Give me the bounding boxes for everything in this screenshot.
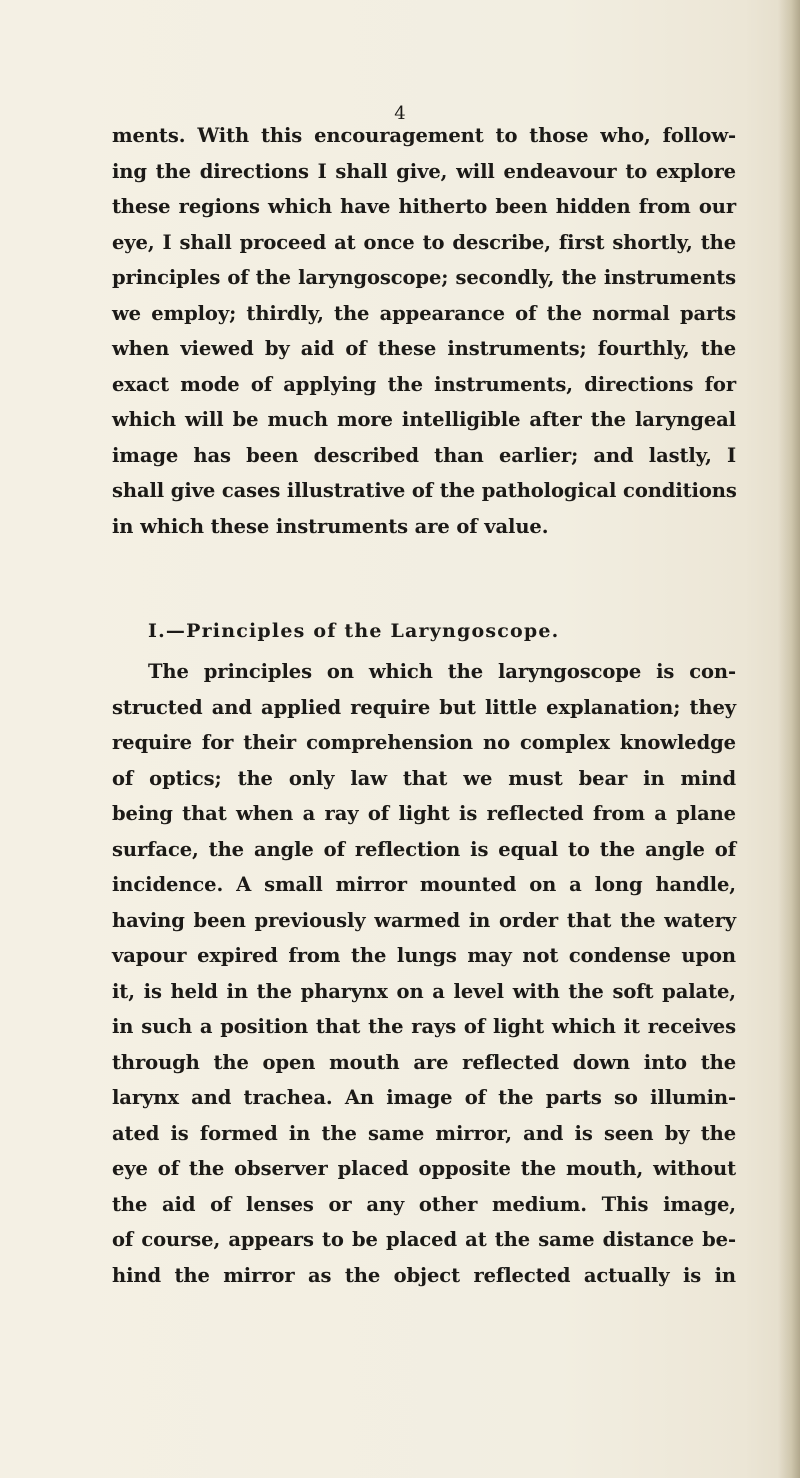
page-number: 4 bbox=[394, 103, 406, 124]
text-line: eye, I shall proceed at once to describe, first shortly, the bbox=[112, 230, 736, 254]
text-line: of optics; the only law that we must bear in mind bbox=[112, 766, 736, 790]
text-line: The principles on which the laryngoscope is con- bbox=[148, 660, 736, 683]
text-line: incidence. A small mirror mounted on a long handle, bbox=[112, 873, 736, 896]
text-line: structed and applied require but little explanation; they bbox=[112, 695, 736, 719]
text-line: we employ; thirdly, the appearance of the normal parts bbox=[112, 301, 736, 325]
text-line: in such a position that the rays of light which it receives bbox=[112, 1015, 736, 1038]
text-line: principles of the laryngoscope; secondly, the instruments bbox=[112, 266, 736, 289]
text-line: having been previously warmed in order that the watery bbox=[112, 908, 736, 932]
text-line: shall give cases illustrative of the pathological conditions bbox=[112, 479, 737, 502]
paragraph-intro bbox=[112, 118, 736, 544]
text-line: larynx and trachea. An image of the parts so illumin- bbox=[112, 1086, 736, 1109]
paragraph-principles bbox=[112, 654, 736, 1293]
text-line: eye of the observer placed opposite the mouth, without bbox=[112, 1157, 736, 1180]
text-line: the aid of lenses or any other medium. This image, bbox=[112, 1192, 736, 1216]
text-line: ated is formed in the same mirror, and is seen by the bbox=[112, 1121, 736, 1145]
text-line: ing the directions I shall give, will endeavour to explore bbox=[112, 159, 736, 183]
text-line: surface, the angle of reflection is equal to the angle of bbox=[112, 837, 736, 861]
text-line: require for their comprehension no complex knowledge bbox=[112, 731, 736, 754]
page-edge-shadow bbox=[778, 0, 800, 1478]
text-line: through the open mouth are reflected down into the bbox=[112, 1050, 736, 1074]
text-line: it, is held in the pharynx on a level with the soft palate, bbox=[112, 979, 736, 1003]
text-line: hind the mirror as the object reflected actually is in bbox=[112, 1263, 736, 1287]
text-line: exact mode of applying the instruments, directions for bbox=[112, 372, 736, 396]
text-line: when viewed by aid of these instruments; fourthly, the bbox=[112, 337, 736, 360]
text-line: which will be much more intelligible after the laryngeal bbox=[112, 408, 736, 431]
text-line: these regions which have hitherto been hidden from our bbox=[112, 195, 736, 218]
text-line: vapour expired from the lungs may not condense upon bbox=[112, 944, 736, 967]
text-line: in which these instruments are of value. bbox=[112, 514, 549, 538]
section-heading: I.—Principles of the Laryngoscope. bbox=[148, 620, 560, 642]
text-line: ments. With this encouragement to those who, follow- bbox=[112, 124, 736, 147]
text-line: being that when a ray of light is reflected from a plane bbox=[112, 802, 736, 825]
text-line: of course, appears to be placed at the same distance be- bbox=[112, 1228, 736, 1251]
text-line: image has been described than earlier; and lastly, I bbox=[112, 443, 736, 467]
